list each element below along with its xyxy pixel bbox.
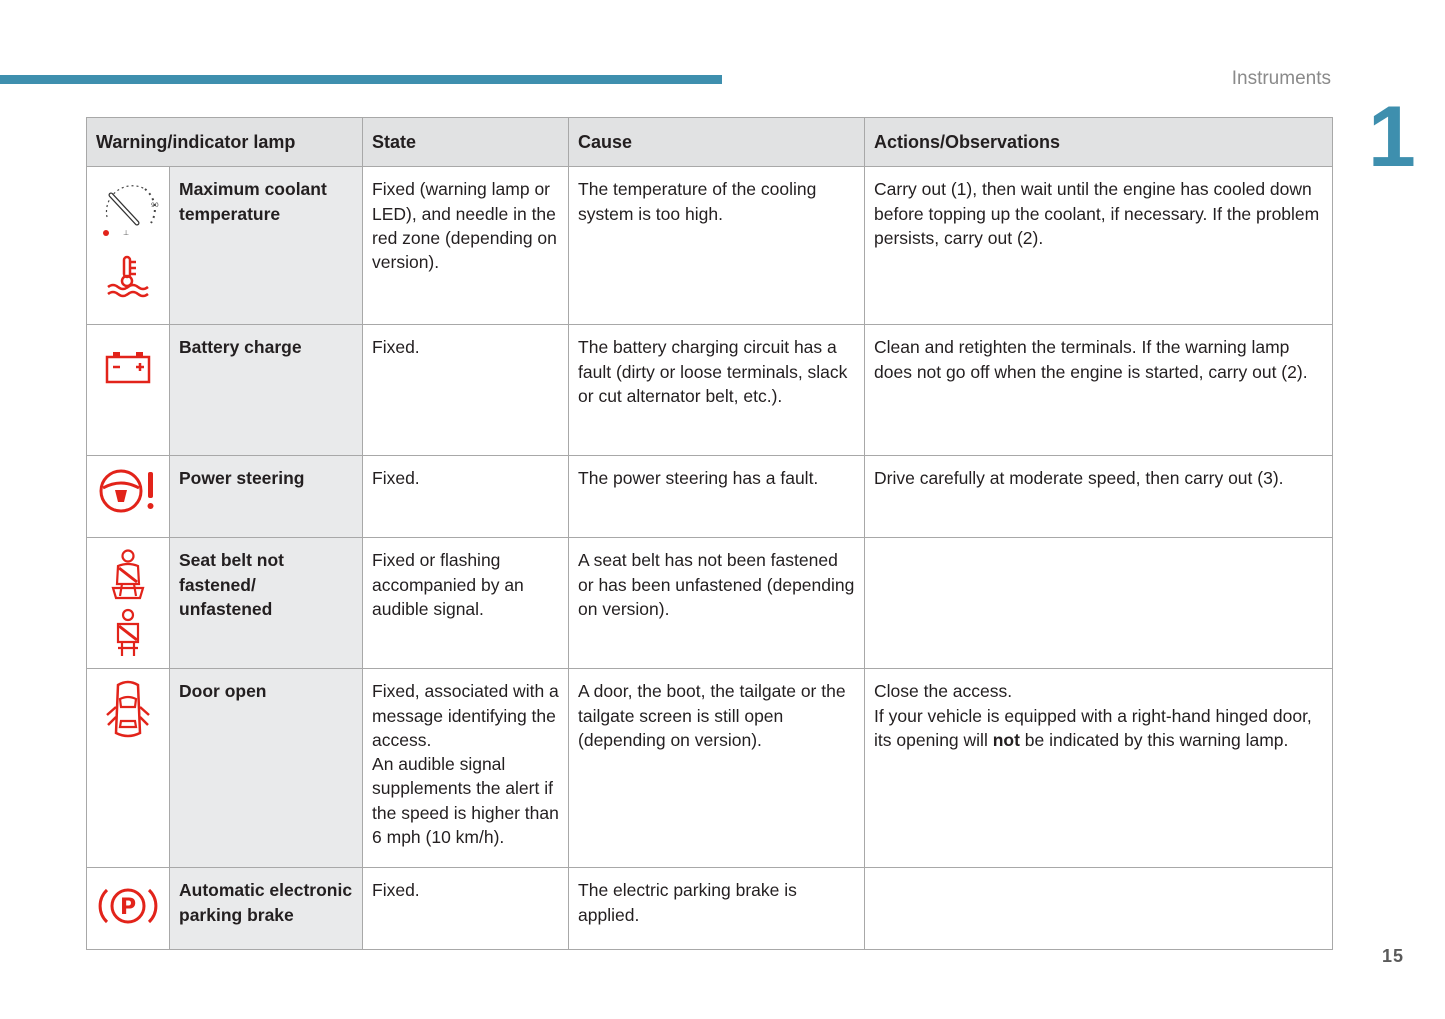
action-text: be indicated by this warning lamp. xyxy=(1019,729,1289,750)
lamp-icon-cell xyxy=(87,669,170,868)
column-header-lamp: Warning/indicator lamp xyxy=(87,118,363,167)
lamp-name: Maximum coolant temperature xyxy=(170,167,363,325)
lamp-state: Fixed. xyxy=(363,456,569,538)
warning-lamps-table xyxy=(86,117,1333,950)
battery-icon xyxy=(104,349,152,385)
column-header-state: State xyxy=(363,118,569,167)
lamp-state: Fixed. xyxy=(363,325,569,456)
seatbelt-front-icon xyxy=(108,548,148,600)
lamp-name: Seat belt not fastened/ unfastened xyxy=(170,538,363,669)
lamp-icon-cell xyxy=(87,868,170,950)
lamp-state: Fixed (warning lamp or LED), and needle in the red zone (depending on version). xyxy=(363,167,569,325)
lamp-icon-cell xyxy=(87,456,170,538)
table-row xyxy=(87,167,1333,325)
page-number: 15 xyxy=(1382,946,1405,966)
lamp-name: Door open xyxy=(170,669,363,868)
lamp-action xyxy=(865,669,1333,868)
lamp-icon-cell xyxy=(87,325,170,456)
svg-text:90: 90 xyxy=(151,202,159,210)
action-text: If your vehicle is equipped with a right-hand hinged door, its opening will xyxy=(874,705,1312,750)
door-open-icon xyxy=(105,679,151,741)
table-row xyxy=(87,325,1333,456)
table-row xyxy=(87,538,1333,669)
state-line: Fixed, associated with a message identifying the access. xyxy=(372,681,559,750)
column-header-cause: Cause xyxy=(569,118,865,167)
header-accent-bar xyxy=(0,75,722,84)
lamp-action: Carry out (1), then wait until the engine has cooled down before topping up the coolant, if necessary. If the problem persists, carry out (2). xyxy=(865,167,1333,325)
svg-text:P: P xyxy=(119,895,137,921)
lamp-cause: A seat belt has not been fastened or has been unfastened (depending on version). xyxy=(569,538,865,669)
lamp-action xyxy=(865,868,1333,950)
svg-text:⊥: ⊥ xyxy=(123,229,130,238)
seatbelt-rear-icon xyxy=(110,608,146,658)
lamp-state xyxy=(363,669,569,868)
table-row xyxy=(87,456,1333,538)
lamp-name: Battery charge xyxy=(170,325,363,456)
lamp-cause: The electric parking brake is applied. xyxy=(569,868,865,950)
lamp-cause: The temperature of the cooling system is too high. xyxy=(569,167,865,325)
lamp-icon-cell xyxy=(87,538,170,669)
lamp-name: Power steering xyxy=(170,456,363,538)
lamp-action: Drive carefully at moderate speed, then carry out (3). xyxy=(865,456,1333,538)
table-header-row xyxy=(87,118,1333,167)
lamp-state: Fixed or flashing accompanied by an audible signal. xyxy=(363,538,569,669)
table-row xyxy=(87,868,1333,950)
coolant-temperature-icon xyxy=(105,253,151,299)
state-line: An audible signal supplements the alert if the speed is higher than 6 mph (10 km/h). xyxy=(372,754,559,848)
coolant-gauge-icon xyxy=(97,177,159,239)
lamp-action xyxy=(865,538,1333,669)
lamp-action: Clean and retighten the terminals. If the warning lamp does not go off when the engine is started, carry out (2). xyxy=(865,325,1333,456)
lamp-name: Automatic electronic parking brake xyxy=(170,868,363,950)
section-title: Instruments xyxy=(1231,68,1331,89)
parking-brake-icon xyxy=(97,882,159,930)
chapter-number: 1 xyxy=(1368,89,1416,185)
lamp-cause: The power steering has a fault. xyxy=(569,456,865,538)
table-row xyxy=(87,669,1333,868)
column-header-actions: Actions/Observations xyxy=(865,118,1333,167)
action-line: Close the access. xyxy=(874,681,1013,702)
lamp-cause: The battery charging circuit has a fault (dirty or loose terminals, slack or cut alternator belt, etc.). xyxy=(569,325,865,456)
lamp-state: Fixed. xyxy=(363,868,569,950)
action-line xyxy=(874,704,1323,753)
lamp-icon-cell xyxy=(87,167,170,325)
power-steering-icon xyxy=(97,466,159,514)
lamp-cause: A door, the boot, the tailgate or the tailgate screen is still open (depending on version). xyxy=(569,669,865,868)
action-emphasis: not xyxy=(992,729,1020,750)
